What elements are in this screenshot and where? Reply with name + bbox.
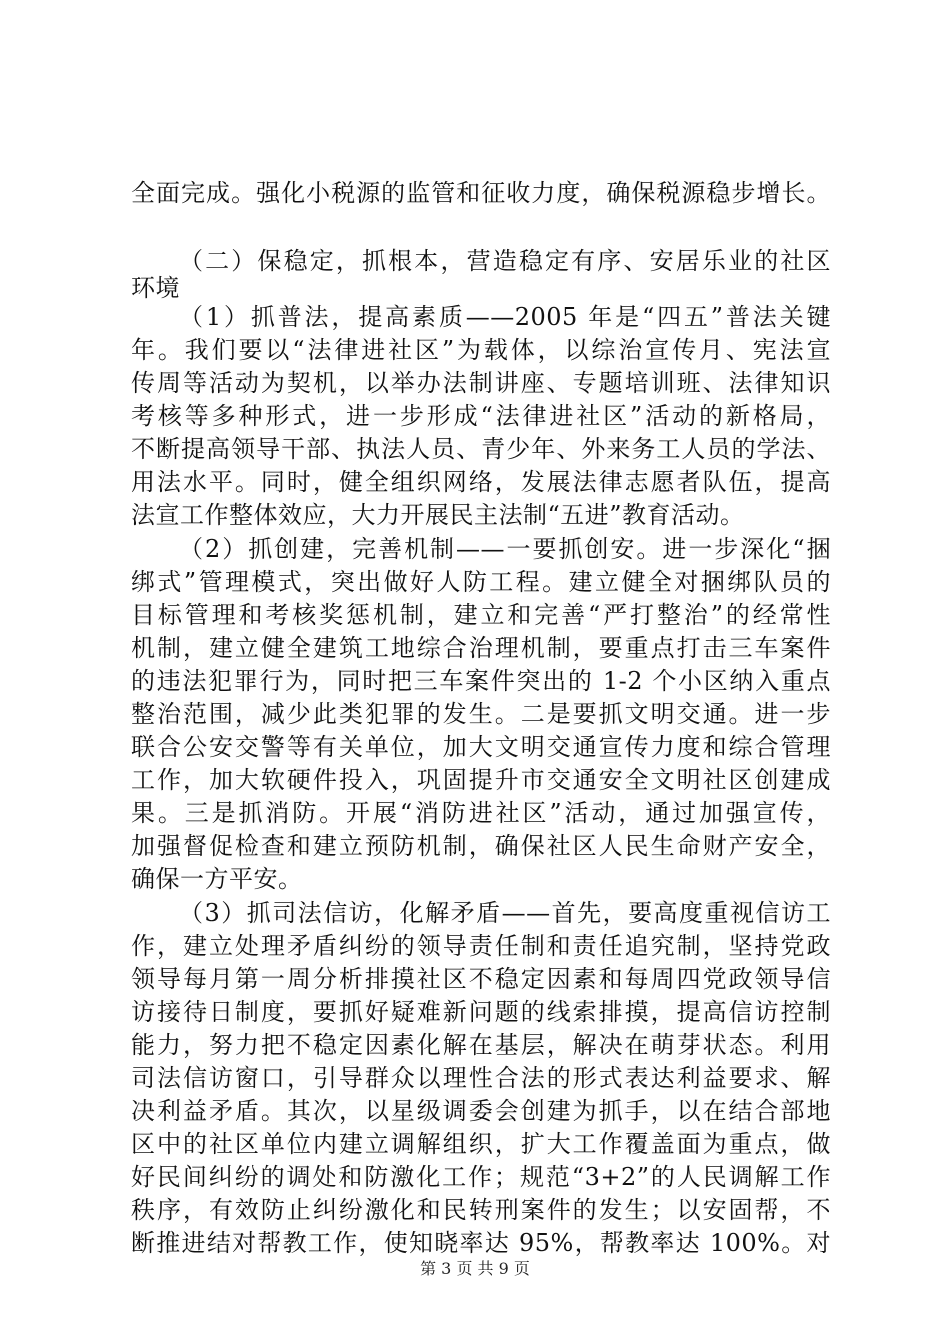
paragraph-line: 机制，建立健全建筑工地综合治理机制，要重点打击三车案件: [131, 634, 831, 662]
paragraph-line: 区中的社区单位内建立调解组织，扩大工作覆盖面为重点，做: [131, 1130, 831, 1158]
page-number-footer: 第 3 页 共 9 页: [420, 1259, 530, 1278]
paragraph-line: 秩序，有效防止纠纷激化和民转刑案件的发生；以安固帮，不: [131, 1196, 831, 1224]
paragraph-line: （3）抓司法信访，化解矛盾——首先，要高度重视信访工: [179, 899, 831, 927]
paragraph-line: （1）抓普法，提高素质——2005 年是“四五”普法关键: [179, 303, 831, 331]
paragraph-line: 断推进结对帮教工作，使知晓率达 95%，帮教率达 100%。对: [131, 1229, 831, 1257]
paragraph-line: 司法信访窗口，引导群众以理性合法的形式表达利益要求、解: [131, 1064, 831, 1092]
paragraph-line: 目标管理和考核奖惩机制，建立和完善“严打整治”的经常性: [131, 601, 831, 629]
paragraph-line: 年。我们要以“法律进社区”为载体，以综治宣传月、宪法宣: [131, 336, 831, 364]
paragraph-line: 能力，努力把不稳定因素化解在基层，解决在萌芽状态。利用: [131, 1031, 831, 1059]
paragraph-line: 决利益矛盾。其次，以星级调委会创建为抓手，以在结合部地: [131, 1097, 831, 1125]
paragraph-line: （2）抓创建，完善机制——一要抓创安。进一步深化“捆: [179, 535, 831, 563]
section-heading-line: 环境: [131, 274, 180, 302]
paragraph-line: 好民间纠纷的调处和防激化工作；规范“3+2”的人民调解工作: [131, 1163, 831, 1191]
paragraph-line: 工作，加大软硬件投入，巩固提升市交通安全文明社区创建成: [131, 766, 831, 794]
paragraph-line: 法宣工作整体效应，大力开展民主法制“五进”教育活动。: [131, 501, 745, 529]
section-heading-line: （二）保稳定，抓根本，营造稳定有序、安居乐业的社区: [179, 247, 831, 275]
paragraph-line: 访接待日制度，要抓好疑难新问题的线索排摸，提高信访控制: [131, 998, 831, 1026]
paragraph-line: 的违法犯罪行为，同时把三车案件突出的 1-2 个小区纳入重点: [131, 667, 831, 695]
paragraph-line: 考核等多种形式，进一步形成“法律进社区”活动的新格局，: [131, 402, 831, 430]
paragraph-line: 绑式”管理模式，突出做好人防工程。建立健全对捆绑队员的: [131, 568, 831, 596]
paragraph-line: 领导每月第一周分析排摸社区不稳定因素和每周四党政领导信: [131, 965, 831, 993]
text-line: 全面完成。强化小税源的监管和征收力度，确保税源稳步增长。: [131, 179, 831, 207]
paragraph-line: 不断提高领导干部、执法人员、青少年、外来务工人员的学法、: [131, 435, 831, 463]
paragraph-line: 传周等活动为契机，以举办法制讲座、专题培训班、法律知识: [131, 369, 831, 397]
paragraph-line: 果。三是抓消防。开展“消防进社区”活动，通过加强宣传，: [131, 799, 831, 827]
paragraph-line: 确保一方平安。: [131, 865, 303, 893]
paragraph-line: 加强督促检查和建立预防机制，确保社区人民生命财产安全，: [131, 832, 831, 860]
paragraph-line: 用法水平。同时，健全组织网络，发展法律志愿者队伍，提高: [131, 468, 831, 496]
paragraph-line: 作，建立处理矛盾纠纷的领导责任制和责任追究制，坚持党政: [131, 932, 831, 960]
paragraph-line: 整治范围，减少此类犯罪的发生。二是要抓文明交通。进一步: [131, 700, 831, 728]
paragraph-line: 联合公安交警等有关单位，加大文明交通宣传力度和综合管理: [131, 733, 831, 761]
